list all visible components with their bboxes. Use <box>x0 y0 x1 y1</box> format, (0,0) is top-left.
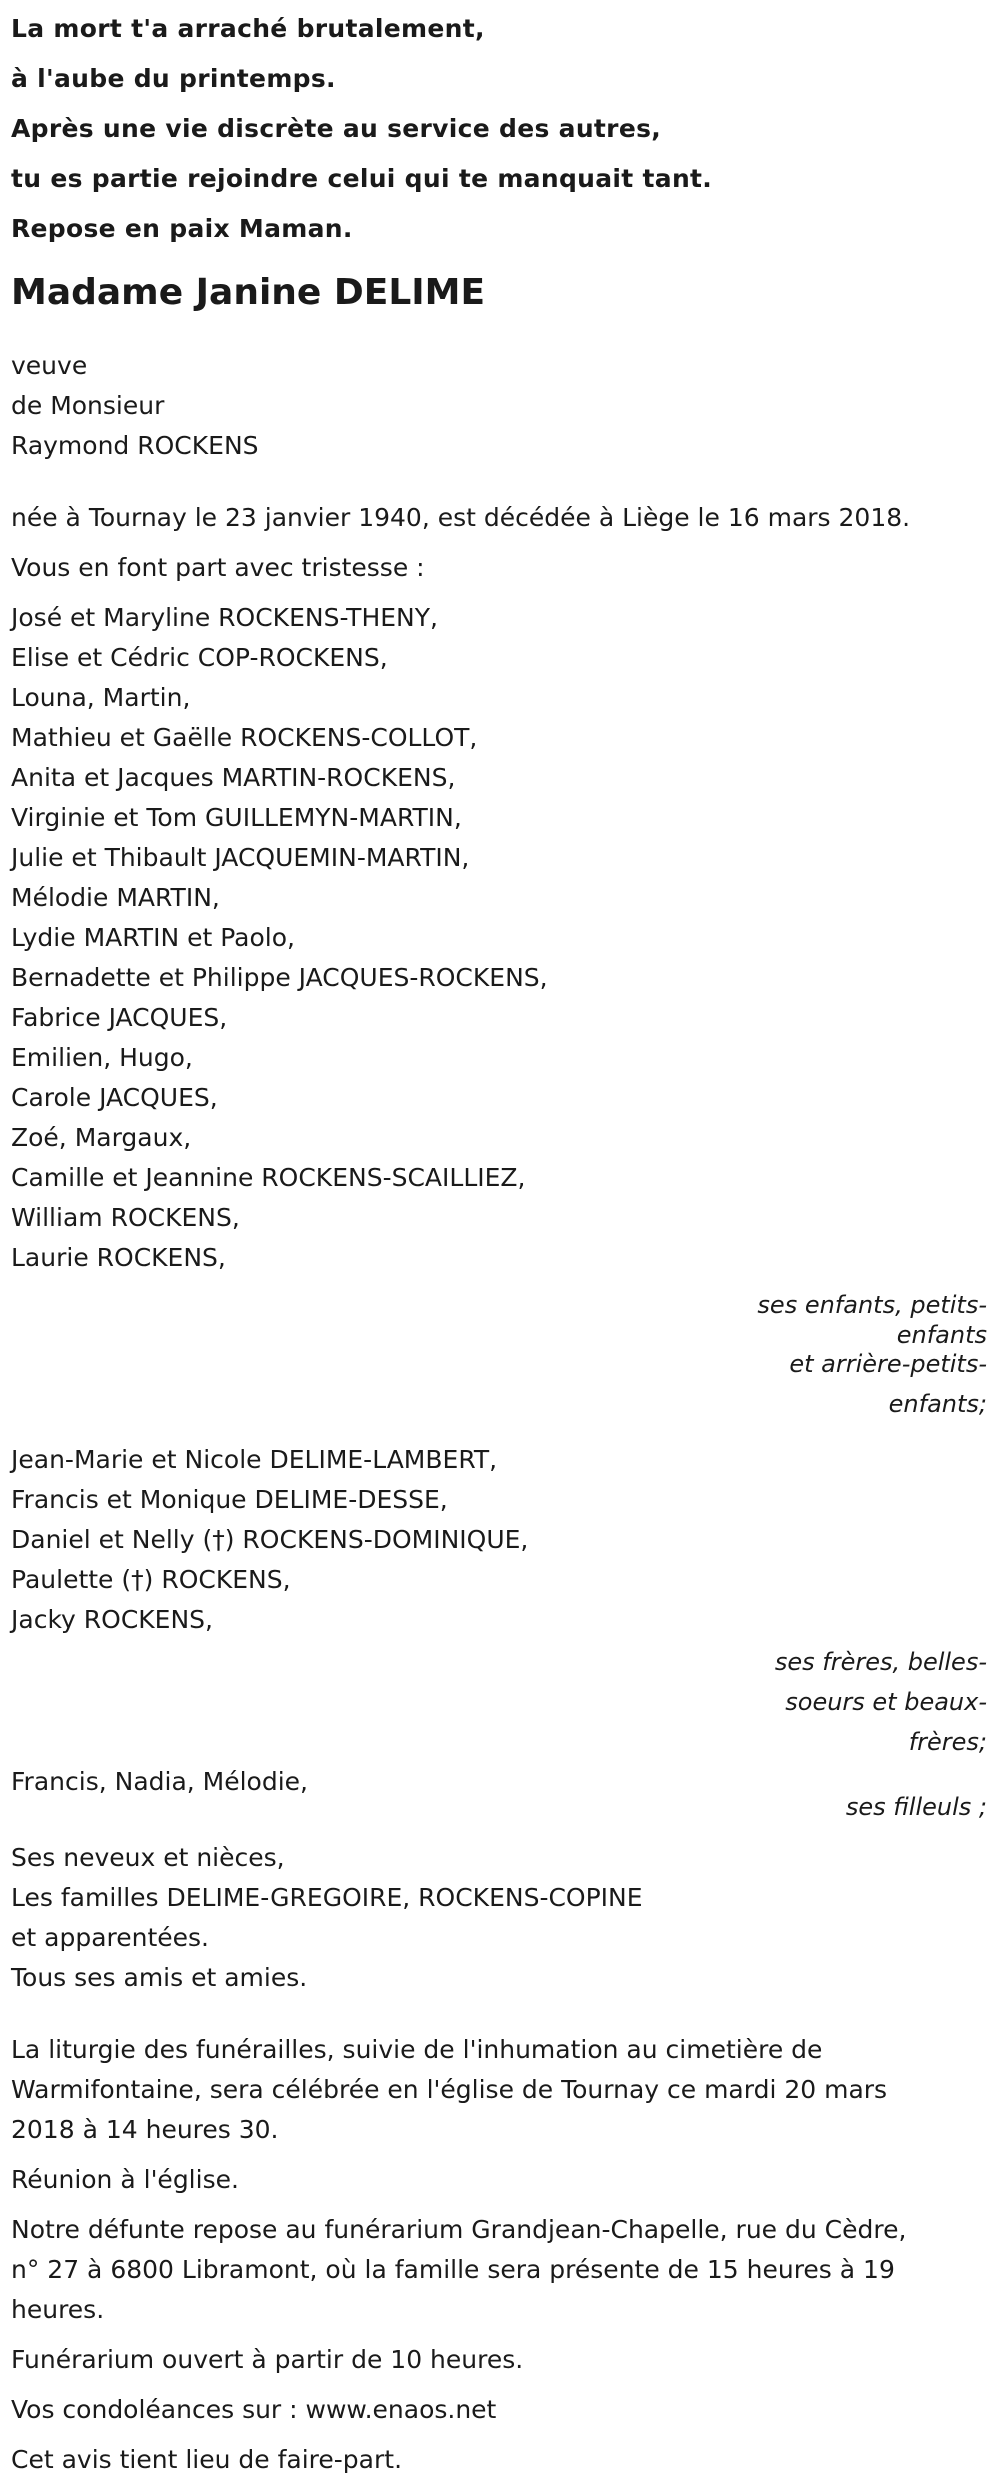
siblings-list <box>11 1440 989 1640</box>
role-line: et arrière-petits- <box>789 1350 987 1378</box>
role-line: enfants <box>896 1321 987 1349</box>
relatives-line: Les familles DELIME-GREGOIRE, ROCKENS-COPINE <box>11 1883 643 1912</box>
funeral-line: La liturgie des funérailles, suivie de l'inhumation au cimetière de <box>11 2035 823 2064</box>
family-member: Bernadette et Philippe JACQUES-ROCKENS, <box>11 963 548 992</box>
role-line: ses enfants, petits- <box>757 1291 987 1319</box>
family-member: Francis et Monique DELIME-DESSE, <box>11 1485 448 1514</box>
family-member: Jean-Marie et Nicole DELIME-LAMBERT, <box>11 1445 498 1474</box>
other-relatives <box>11 1838 989 1998</box>
relatives-line: Ses neveux et nièces, <box>11 1843 285 1872</box>
meeting-text: Réunion à l'église. <box>11 2165 239 2194</box>
role-line: ses frères, belles- <box>774 1648 987 1676</box>
children-list <box>11 598 989 1278</box>
family-member: Lydie MARTIN et Paolo, <box>11 923 295 952</box>
opening-hours: Funérarium ouvert à partir de 10 heures. <box>11 2345 524 2374</box>
role-line: enfants; <box>888 1390 987 1418</box>
family-member: Mathieu et Gaëlle ROCKENS-COLLOT, <box>11 723 478 752</box>
funeral-home-line: Notre défunte repose au funérarium Grandjean-Chapelle, rue du Cèdre, <box>11 2215 907 2244</box>
family-member: Paulette (†) ROCKENS, <box>11 1565 291 1594</box>
family-member: Zoé, Margaux, <box>11 1123 192 1152</box>
family-member: Carole JACQUES, <box>11 1083 218 1112</box>
family-member: Elise et Cédric COP-ROCKENS, <box>11 643 388 672</box>
relatives-line: Tous ses amis et amies. <box>11 1963 308 1992</box>
funeral-home-line: n° 27 à 6800 Libramont, où la famille sera présente de 15 heures à 19 <box>11 2255 895 2284</box>
family-member: Daniel et Nelly (†) ROCKENS-DOMINIQUE, <box>11 1525 529 1554</box>
birth-death-text: née à Tournay le 23 janvier 1940, est décédée à Liège le 16 mars 2018. <box>11 503 911 532</box>
family-member: Louna, Martin, <box>11 683 191 712</box>
poem-line: Après une vie discrète au service des autres, <box>11 114 662 143</box>
funeral-info <box>11 2030 989 2150</box>
poem-line: tu es partie rejoindre celui qui te manquait tant. <box>11 164 713 193</box>
funeral-line: Warmifontaine, sera célébrée en l'église de Tournay ce mardi 20 mars <box>11 2075 888 2104</box>
siblings-role <box>727 1642 989 1762</box>
family-member: José et Maryline ROCKENS-THENY, <box>11 603 438 632</box>
widow-line: Raymond ROCKENS <box>11 431 259 460</box>
closing-text: Cet avis tient lieu de faire-part. <box>11 2445 403 2474</box>
widow-line: veuve <box>11 351 88 380</box>
poem-line: La mort t'a arraché brutalement, <box>11 14 485 43</box>
funeral-home-info <box>11 2210 989 2330</box>
role-line: soeurs et beaux- <box>785 1688 987 1716</box>
family-member: Camille et Jeannine ROCKENS-SCAILLIEZ, <box>11 1163 526 1192</box>
family-member: Virginie et Tom GUILLEMYN-MARTIN, <box>11 803 462 832</box>
announce-text: Vous en font part avec tristesse : <box>11 553 425 582</box>
funeral-line: 2018 à 14 heures 30. <box>11 2115 279 2144</box>
children-role <box>727 1286 989 1426</box>
poem-line: à l'aube du printemps. <box>11 64 336 93</box>
family-member: Anita et Jacques MARTIN-ROCKENS, <box>11 763 456 792</box>
widow-line: de Monsieur <box>11 391 165 420</box>
funeral-home-line: heures. <box>11 2295 105 2324</box>
obituary-notice <box>11 0 989 2480</box>
family-member: Fabrice JACQUES, <box>11 1003 228 1032</box>
poem-line: Repose en paix Maman. <box>11 214 353 243</box>
family-member: William ROCKENS, <box>11 1203 240 1232</box>
condolences-text: Vos condoléances sur : www.enaos.net <box>11 2395 497 2424</box>
role-line: frères; <box>908 1728 987 1756</box>
family-member: Emilien, Hugo, <box>11 1043 193 1072</box>
relatives-line: et apparentées. <box>11 1923 209 1952</box>
family-member: Mélodie MARTIN, <box>11 883 220 912</box>
godchildren-names: Francis, Nadia, Mélodie, <box>11 1767 308 1796</box>
deceased-name: Madame Janine DELIME <box>11 272 486 313</box>
family-member: Jacky ROCKENS, <box>11 1605 213 1634</box>
family-member: Julie et Thibault JACQUEMIN-MARTIN, <box>11 843 470 872</box>
widow-info <box>11 346 989 466</box>
poem <box>11 0 989 254</box>
family-member: Laurie ROCKENS, <box>11 1243 226 1272</box>
godchildren-role: ses filleuls ; <box>845 1793 987 1821</box>
